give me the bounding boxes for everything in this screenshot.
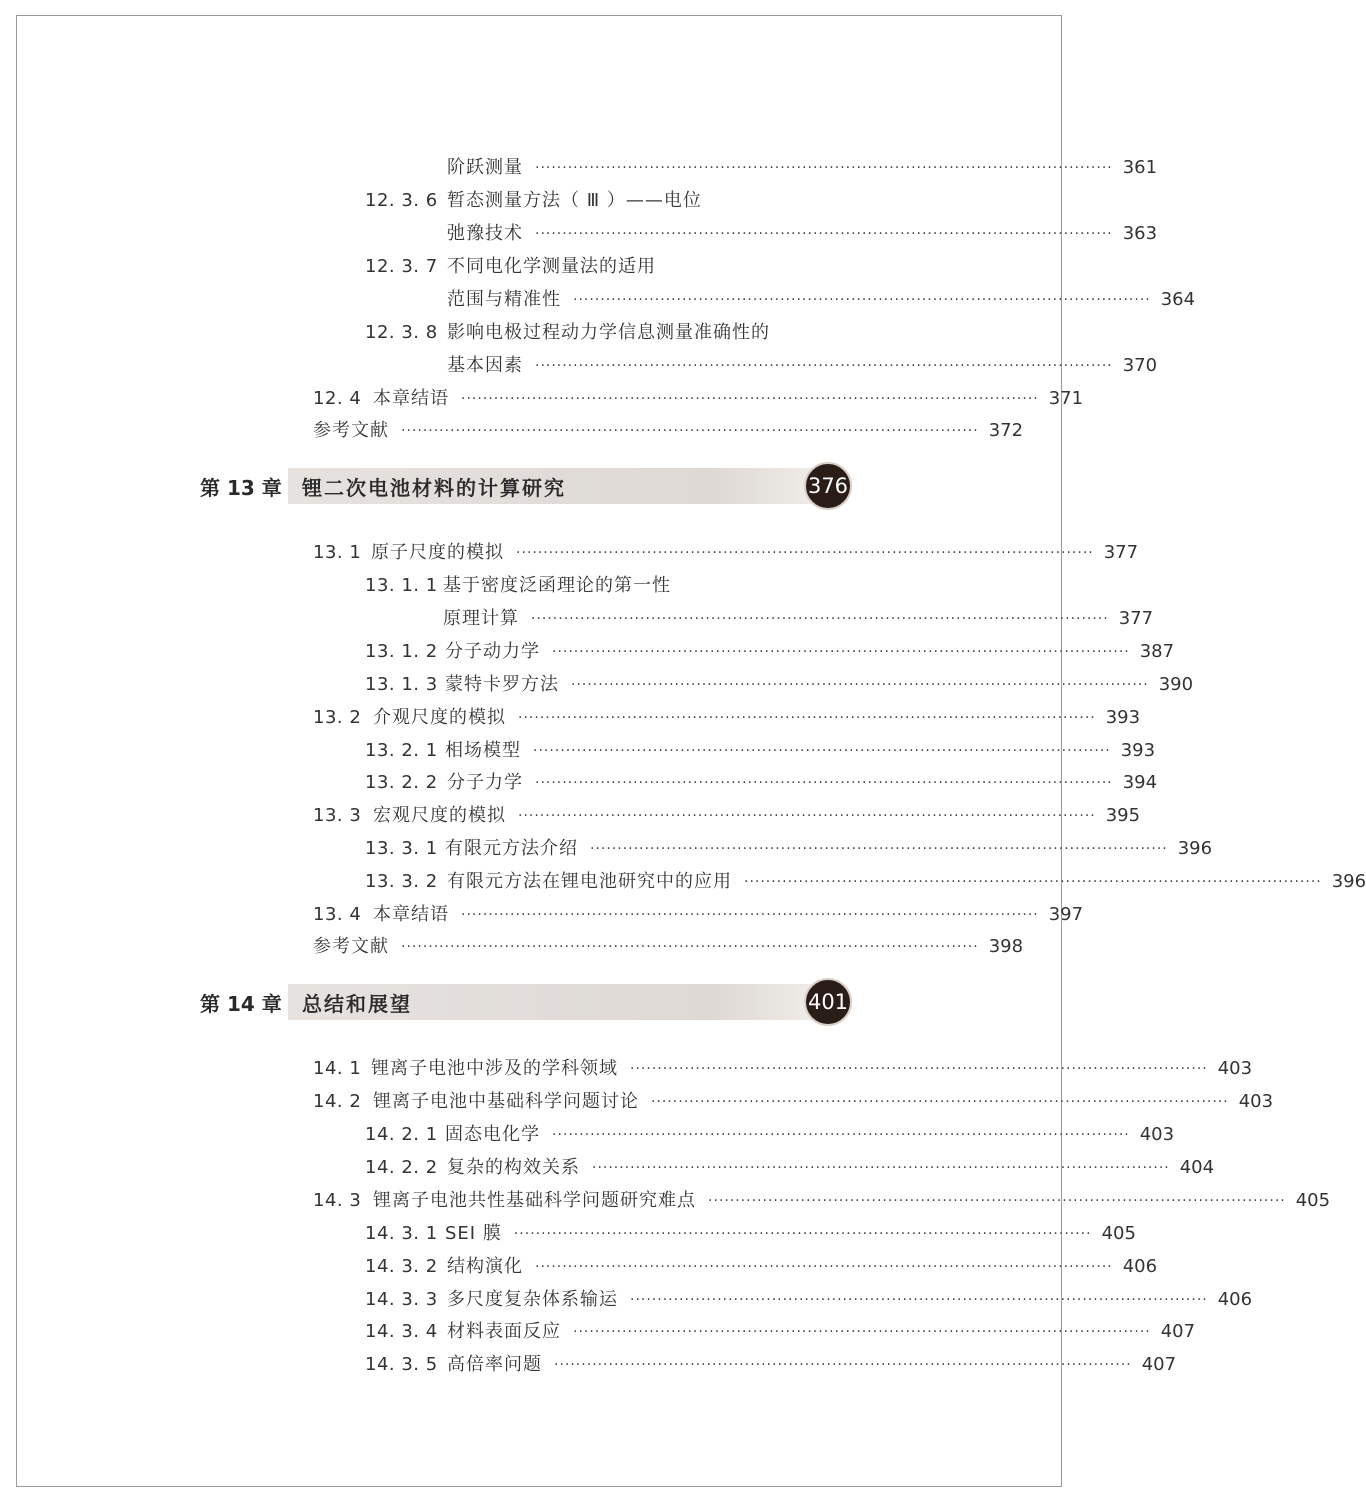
toc-page: 396 [1177,838,1213,859]
toc-page: 406 [1122,1256,1158,1277]
toc-title: 蒙特卡罗方法 [445,674,559,695]
toc-title: 有限元方法介绍 [445,838,578,859]
leader-dots: ·········································································································· [533,743,1111,759]
toc-page: 403 [1139,1124,1175,1145]
toc-page: 364 [1160,289,1196,310]
toc-number: 13. 3. 2 [365,871,438,892]
toc-title: 锂离子电池共性基础科学问题研究难点 [373,1190,696,1211]
toc-number: 14. 3. 1 [365,1223,438,1244]
toc-page: 405 [1295,1190,1331,1211]
toc-page: 406 [1217,1289,1253,1310]
toc-entry[interactable] [365,1252,1158,1282]
toc-title: 多尺度复杂体系输运 [447,1289,618,1310]
toc-entry[interactable] [365,571,827,601]
toc-page: 372 [988,420,1024,441]
toc-title: 锂离子电池中涉及的学科领域 [371,1058,618,1079]
toc-page: 393 [1105,707,1141,728]
toc-title: 本章结语 [373,904,449,925]
toc-page: 403 [1217,1058,1253,1079]
toc-number: 14. 2. 1 [365,1124,438,1145]
toc-page: 407 [1141,1354,1177,1375]
toc-page: 387 [1139,641,1175,662]
toc-entry[interactable] [365,768,1158,798]
leader-dots: ·········································································································· [554,1357,1132,1373]
toc-entry[interactable] [447,219,1158,249]
leader-dots: ·········································································································· [535,775,1113,791]
toc-title: 结构演化 [447,1256,523,1277]
leader-dots: ·········································································································· [535,226,1113,242]
toc-number: 14. 3. 3 [365,1289,438,1310]
leader-dots: ·········································································································· [630,1061,1208,1077]
toc-number: 12. 3. 8 [365,322,438,343]
toc-number: 14. 3. 5 [365,1354,438,1375]
toc-entry[interactable] [313,416,1024,446]
toc-title: 影响电极过程动力学信息测量准确性的 [447,322,770,343]
toc-number: 13. 4 [313,904,362,925]
toc-title: 原理计算 [443,608,519,629]
toc-entry[interactable] [313,1186,1331,1216]
toc-page: 377 [1103,542,1139,563]
toc-page: 393 [1120,740,1156,761]
toc-entry[interactable] [365,1153,1215,1183]
leader-dots: ·········································································································· [744,874,1322,890]
toc-page: 370 [1122,355,1158,376]
toc-entry[interactable] [313,703,1141,733]
leader-dots: ·········································································································· [630,1292,1208,1308]
toc-number: 14. 2. 2 [365,1157,438,1178]
toc-title: 参考文献 [313,420,389,441]
toc-title: SEI 膜 [445,1223,502,1244]
toc-entry[interactable] [447,351,1158,381]
toc-entry[interactable] [313,538,1139,568]
toc-title: 暂态测量方法（ Ⅲ ）——电位 [447,190,702,211]
toc-title: 参考文献 [313,936,389,957]
leader-dots: ·········································································································· [401,423,979,439]
toc-number: 13. 1. 2 [365,641,438,662]
leader-dots: ·········································································································· [590,841,1168,857]
toc-entry[interactable] [365,867,1366,897]
leader-dots: ·········································································································· [461,391,1039,407]
toc-number: 12. 3. 6 [365,190,438,211]
toc-entry[interactable] [365,186,827,216]
toc-entry[interactable] [443,604,1154,634]
toc-page: 377 [1118,608,1154,629]
leader-dots: ·········································································································· [651,1094,1229,1110]
toc-entry[interactable] [365,1120,1175,1150]
toc-number: 13. 1 [313,542,362,563]
toc-entry[interactable] [365,736,1156,766]
toc-entry[interactable] [365,1350,1177,1380]
chapter-title: 总结和展望 [302,992,412,1016]
leader-dots: ·········································································································· [708,1193,1286,1209]
toc-title: 弛豫技术 [447,223,523,244]
toc-number: 12. 3. 7 [365,256,438,277]
toc-entry[interactable] [313,932,1024,962]
toc-number: 13. 1. 3 [365,674,438,695]
toc-title: 原子尺度的模拟 [371,542,504,563]
toc-page: 403 [1238,1091,1274,1112]
toc-page: 396 [1331,871,1366,892]
leader-dots: ·········································································································· [535,358,1113,374]
toc-entry[interactable] [365,1317,1196,1347]
toc-page: 398 [988,936,1024,957]
toc-entry[interactable] [313,1087,1274,1117]
leader-dots: ·········································································································· [401,939,979,955]
chapter-label: 第 13 章 [200,476,282,500]
toc-number: 14. 3. 2 [365,1256,438,1277]
leader-dots: ·········································································································· [573,292,1151,308]
toc-title: 介观尺度的模拟 [373,707,506,728]
toc-number: 13. 2. 2 [365,772,438,793]
toc-page: 371 [1048,388,1084,409]
toc-number: 13. 3 [313,805,362,826]
leader-dots: ·········································································································· [573,1324,1151,1340]
chapter-page-badge: 401 [804,978,852,1026]
toc-title: 分子力学 [447,772,523,793]
toc-page: 361 [1122,157,1158,178]
toc-number: 14. 2 [313,1091,362,1112]
toc-title: 相场模型 [445,740,521,761]
toc-entry[interactable] [313,1054,1253,1084]
leader-dots: ·········································································································· [518,710,1096,726]
toc-entry[interactable] [365,1219,1136,1249]
leader-dots: ·········································································································· [531,611,1109,627]
chapter-page-badge: 376 [804,462,852,510]
toc-number: 14. 3. 4 [365,1321,438,1342]
toc-title: 固态电化学 [445,1124,540,1145]
toc-number: 13. 2 [313,707,362,728]
leader-dots: ·········································································································· [518,808,1096,824]
toc-page: 394 [1122,772,1158,793]
toc-page: 397 [1048,904,1084,925]
toc-entry[interactable] [365,1285,1253,1315]
toc-entry[interactable] [365,670,1194,700]
leader-dots: ·········································································································· [535,1259,1113,1275]
toc-title: 锂离子电池中基础科学问题讨论 [373,1091,639,1112]
chapter-13-header[interactable] [200,466,860,506]
toc-title: 阶跃测量 [447,157,523,178]
leader-dots: ·········································································································· [592,1160,1170,1176]
toc-entry[interactable] [313,384,1084,414]
toc-number: 13. 3. 1 [365,838,438,859]
toc-number: 13. 1. 1 [365,575,438,596]
toc-title: 基于密度泛函理论的第一性 [443,575,671,596]
leader-dots: ·········································································································· [535,160,1113,176]
toc-entry[interactable] [313,801,1141,831]
toc-title: 材料表面反应 [447,1321,561,1342]
toc-title: 分子动力学 [445,641,540,662]
leader-dots: ·········································································································· [461,907,1039,923]
toc-number: 12. 4 [313,388,362,409]
leader-dots: ·········································································································· [552,644,1130,660]
toc-page: 363 [1122,223,1158,244]
leader-dots: ·········································································································· [571,677,1149,693]
toc-entry[interactable] [365,834,1213,864]
toc-title: 不同电化学测量法的适用 [447,256,656,277]
toc-number: 14. 3 [313,1190,362,1211]
toc-title: 宏观尺度的模拟 [373,805,506,826]
toc-title: 高倍率问题 [447,1354,542,1375]
toc-page: 395 [1105,805,1141,826]
leader-dots: ·········································································································· [516,545,1094,561]
toc-entry[interactable] [447,153,1158,183]
leader-dots: ·········································································································· [513,1226,1092,1242]
toc-title: 范围与精准性 [447,289,561,310]
chapter-14-header[interactable] [200,982,860,1022]
toc-title: 复杂的构效关系 [447,1157,580,1178]
toc-page: 407 [1160,1321,1196,1342]
toc-title: 基本因素 [447,355,523,376]
toc-title: 有限元方法在锂电池研究中的应用 [447,871,732,892]
toc-page: 390 [1158,674,1194,695]
toc-entry[interactable] [365,252,827,282]
toc-entry[interactable] [447,285,1196,315]
toc-page: 404 [1179,1157,1215,1178]
leader-dots: ·········································································································· [552,1127,1130,1143]
chapter-title: 锂二次电池材料的计算研究 [302,476,566,500]
toc-entry[interactable] [313,900,1084,930]
toc-title: 本章结语 [373,388,449,409]
chapter-label: 第 14 章 [200,992,282,1016]
toc-number: 14. 1 [313,1058,362,1079]
toc-entry[interactable] [365,318,827,348]
toc-entry[interactable] [365,637,1175,667]
toc-page: 405 [1101,1223,1136,1244]
toc-number: 13. 2. 1 [365,740,438,761]
